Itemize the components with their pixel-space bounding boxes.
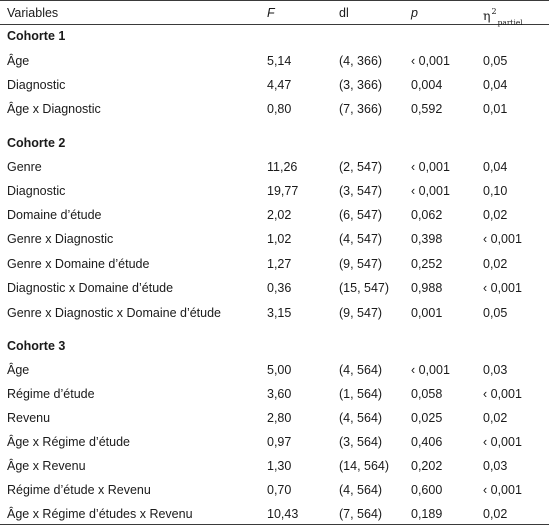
cell-dl: (7, 366) (339, 102, 383, 116)
table-row (0, 256, 549, 280)
cell-dl: (3, 366) (339, 78, 383, 92)
table-row (0, 159, 549, 183)
cell-f: 3,15 (267, 306, 292, 320)
cell-dl: (4, 366) (339, 54, 383, 68)
cell-variable: Âge x Régime d’étude (7, 435, 130, 449)
cell-f: 2,80 (267, 411, 292, 425)
cell-variable: Genre (7, 160, 42, 174)
cell-f: 0,36 (267, 281, 292, 295)
table-row (0, 77, 549, 101)
header-dl: dl (339, 6, 349, 20)
table-bottom-rule (0, 524, 549, 525)
cell-variable: Âge x Régime d’études x Revenu (7, 507, 193, 521)
cell-f: 1,30 (267, 459, 292, 473)
cell-dl: (14, 564) (339, 459, 390, 473)
cell-eta: ‹ 0,001 (483, 387, 522, 401)
cell-p: 0,252 (411, 257, 443, 271)
cell-variable: Genre x Domaine d’étude (7, 257, 150, 271)
header-f: F (267, 6, 275, 20)
cell-dl: (4, 547) (339, 232, 383, 246)
cell-p: ‹ 0,001 (411, 54, 450, 68)
cell-p: 0,058 (411, 387, 443, 401)
cell-eta: 0,10 (483, 184, 508, 198)
cell-f: 19,77 (267, 184, 299, 198)
cell-variable: Âge (7, 363, 30, 377)
section-title-cohorte-1: Cohorte 1 (7, 29, 66, 43)
header-p: p (411, 6, 418, 20)
table-header-row (0, 0, 549, 25)
cell-dl: (4, 564) (339, 483, 383, 497)
cell-dl: (7, 564) (339, 507, 383, 521)
cell-f: 0,70 (267, 483, 292, 497)
cell-p: 0,004 (411, 78, 443, 92)
cell-p: 0,025 (411, 411, 443, 425)
cell-eta: 0,02 (483, 411, 508, 425)
cell-eta: 0,05 (483, 54, 508, 68)
section-title-cohorte-2: Cohorte 2 (7, 136, 66, 150)
cell-p: 0,398 (411, 232, 443, 246)
table-row (0, 386, 549, 410)
cell-dl: (3, 564) (339, 435, 383, 449)
cell-f: 1,02 (267, 232, 292, 246)
cell-p: 0,202 (411, 459, 443, 473)
cell-p: 0,189 (411, 507, 443, 521)
cell-variable: Âge x Revenu (7, 459, 86, 473)
cell-f: 11,26 (267, 160, 298, 174)
cell-eta: 0,03 (483, 363, 508, 377)
cell-eta: 0,04 (483, 78, 508, 92)
cell-f: 5,00 (267, 363, 292, 377)
cell-f: 2,02 (267, 208, 292, 222)
cell-eta: 0,04 (483, 160, 508, 174)
cell-p: 0,600 (411, 483, 443, 497)
cell-f: 0,97 (267, 435, 292, 449)
cell-p: ‹ 0,001 (411, 363, 450, 377)
cell-f: 3,60 (267, 387, 292, 401)
cell-dl: (4, 564) (339, 411, 383, 425)
cell-variable: Diagnostic (7, 184, 66, 198)
table-row (0, 305, 549, 329)
table-row (0, 410, 549, 434)
cell-f: 10,43 (267, 507, 299, 521)
cell-variable: Revenu (7, 411, 51, 425)
cell-eta: 0,02 (483, 257, 508, 271)
cell-eta: ‹ 0,001 (483, 435, 522, 449)
header-variables: Variables (7, 6, 59, 20)
cell-variable: Âge (7, 54, 30, 68)
cell-dl: (9, 547) (339, 306, 383, 320)
cell-p: ‹ 0,001 (411, 184, 450, 198)
cell-p: 0,062 (411, 208, 443, 222)
cell-p: 0,001 (411, 306, 443, 320)
cell-dl: (4, 564) (339, 363, 383, 377)
cell-eta: ‹ 0,001 (483, 483, 522, 497)
cell-eta: 0,03 (483, 459, 508, 473)
cell-dl: (9, 547) (339, 257, 383, 271)
cell-variable: Domaine d’étude (7, 208, 102, 222)
cell-p: 0,592 (411, 102, 443, 116)
header-eta-squared-partial: $\eta^2_{partiel}$ (483, 7, 523, 27)
cell-f: 1,27 (267, 257, 292, 271)
cell-dl: (2, 547) (339, 160, 383, 174)
table-row (0, 506, 549, 530)
table-row (0, 434, 549, 458)
cell-p: ‹ 0,001 (411, 160, 450, 174)
cell-f: 4,47 (267, 78, 292, 92)
cell-dl: (1, 564) (339, 387, 383, 401)
cell-f: 5,14 (267, 54, 292, 68)
cell-eta: 0,01 (483, 102, 508, 116)
cell-variable: Diagnostic (7, 78, 66, 92)
cell-eta: ‹ 0,001 (483, 281, 522, 295)
table-row (0, 362, 549, 386)
cell-variable: Régime d’étude x Revenu (7, 483, 151, 497)
table-row (0, 183, 549, 207)
cell-dl: (3, 547) (339, 184, 383, 198)
table-row (0, 458, 549, 482)
cell-eta: 0,02 (483, 208, 508, 222)
cell-eta: 0,05 (483, 306, 508, 320)
table-row (0, 53, 549, 77)
cell-f: 0,80 (267, 102, 292, 116)
cell-p: 0,406 (411, 435, 443, 449)
cell-eta: ‹ 0,001 (483, 232, 522, 246)
cell-dl: (15, 547) (339, 281, 390, 295)
cell-p: 0,988 (411, 281, 443, 295)
cell-variable: Régime d’étude (7, 387, 95, 401)
cell-variable: Genre x Diagnostic (7, 232, 114, 246)
cell-variable: Âge x Diagnostic (7, 102, 101, 116)
table-row (0, 101, 549, 125)
table-row (0, 231, 549, 255)
cell-eta: 0,02 (483, 507, 508, 521)
table-row (0, 482, 549, 506)
section-title-cohorte-3: Cohorte 3 (7, 339, 66, 353)
cell-variable: Diagnostic x Domaine d’étude (7, 281, 174, 295)
cell-variable: Genre x Diagnostic x Domaine d’étude (7, 306, 222, 320)
table-row (0, 207, 549, 231)
table-row (0, 280, 549, 304)
cell-dl: (6, 547) (339, 208, 383, 222)
